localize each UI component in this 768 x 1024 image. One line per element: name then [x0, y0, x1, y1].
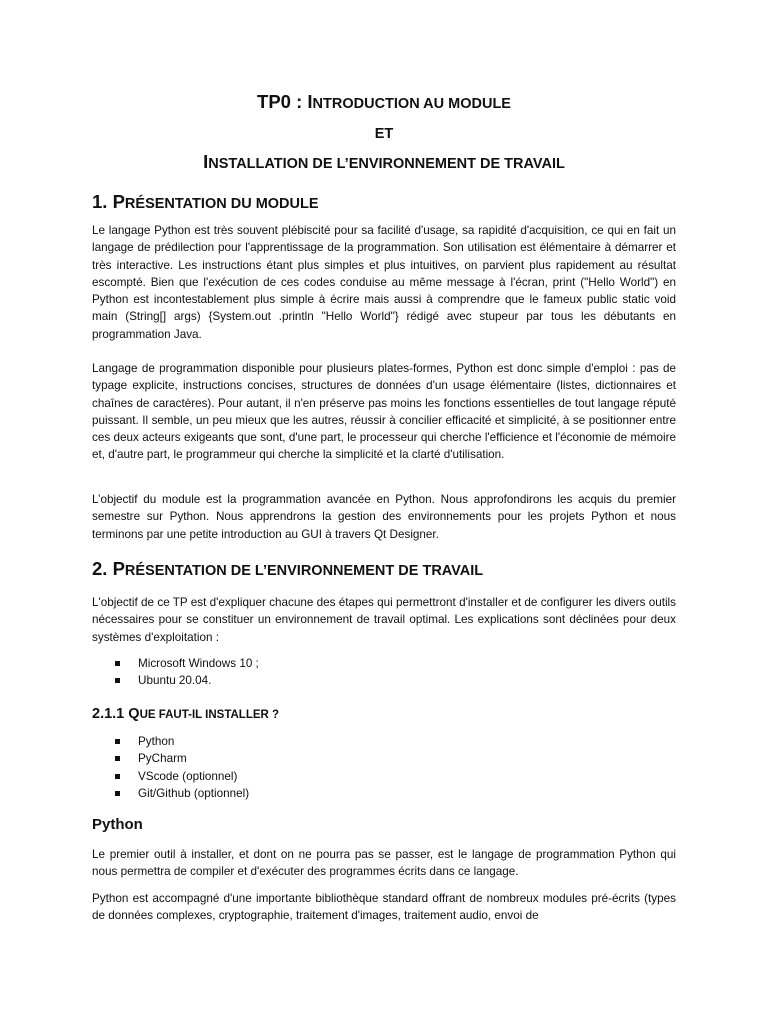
python-heading: Python: [92, 816, 143, 833]
title-line-2: [0, 118, 768, 148]
subsection-heading-rest: UE FAUT-IL INSTALLER ?: [139, 709, 280, 721]
bullet-icon: [115, 661, 120, 666]
install-item-label: Python: [138, 735, 175, 748]
list-item: [92, 733, 249, 750]
list-item: [92, 785, 249, 802]
section-1-paragraph-1: Le langage Python est très souvent plébiscité pour sa facilité d'usage, sa rapidité d'acquisition, ce qui en fait un langage de prédilection pour l'apprentissage de la programmation. Son utilisation est élémentaire à démarrer et très interactive. Les instructions étant plus simples et plus intuitives, on parvient plus rapidement au résultat escompté. Bien que l'exécution de ces codes conduise au même message à l'écran, print ("Hello World") en Python est incontestablement plus simple à écrire mais aussi à comprendre que le fameux public static void main (String[] args) {System.out .println "Hello World"} rédigé avec stupeur par tous les débutants en programmation Java.: [92, 224, 676, 341]
subsection-heading-lead: 2.1.1 Q: [92, 706, 140, 722]
list-item: [92, 768, 249, 785]
subsection-heading: [92, 704, 279, 725]
list-item: [92, 750, 249, 767]
install-item-label: VScode (optionnel): [138, 769, 238, 783]
install-list: [92, 733, 249, 802]
os-list: [92, 655, 259, 690]
section-2-heading-lead: 2. P: [92, 558, 125, 579]
bullet-icon: [115, 791, 120, 796]
section-2-heading: [92, 557, 483, 583]
os-item-label: Microsoft Windows 10 ;: [138, 657, 259, 670]
install-item-label: PyCharm: [138, 752, 187, 766]
title-line-1: [0, 88, 768, 118]
title-line-3: [0, 148, 768, 178]
section-1-heading-lead: 1. P: [92, 191, 125, 212]
title-line-3-rest: NSTALLATION DE L’ENVIRONNEMENT DE TRAVAIL: [208, 156, 565, 172]
install-item-label: Git/Github (optionnel): [138, 786, 250, 800]
bullet-icon: [115, 739, 120, 744]
list-item: [92, 672, 259, 689]
os-item-label: Ubuntu 20.04.: [138, 674, 212, 688]
document-title: [0, 88, 768, 178]
title-line-2-text: ET: [374, 126, 394, 142]
section-1-paragraph-3: L’objectif du module est la programmation avancée en Python. Nous approfondirons les acquis du premier semestre sur Python. Nous apprendrons la gestion des environnements pour les projets Python et nous terminons par une petite introduction au GUI à travers Qt Designer.: [92, 493, 676, 541]
section-1-heading-rest: RÉSENTATION DU MODULE: [124, 196, 319, 212]
section-2-paragraph: L'objectif de ce TP est d'expliquer chacune des étapes qui permettront d'installer et de configurer les divers outils nécessaires pour se constituer un environnement de travail optimal. Les explications sont déclinées pour deux systèmes d'exploitation :: [92, 596, 676, 644]
bullet-icon: [115, 756, 120, 761]
section-1-heading: [92, 190, 319, 216]
title-line-1-rest: NTRODUCTION AU MODULE: [312, 96, 511, 112]
list-item: [92, 655, 259, 672]
section-1-paragraph-2: Langage de programmation disponible pour plusieurs plates-formes, Python est donc simple d'emploi : pas de typage explicite, instructions concises, structures de données d'un usage élémentaire (listes, dictionnaires et chaînes de caractères). Pour autant, il n'en préserve pas moins les fonctions essentielles de tout langage réputé puissant. Il semble, un peu mieux que les autres, réussir à concilier efficacité et simplicité, à se positionner entre ces deux acteurs exigeants que sont, d'une part, le processeur qui cherche l'efficience et l'économie de mémoire et, d'autre part, le programmeur qui cherche la simplicité et la clarté d'utilisation.: [92, 362, 676, 462]
bullet-icon: [115, 678, 120, 683]
title-line-3-lead: I: [203, 151, 209, 172]
title-line-1-lead: TP0 : I: [257, 91, 313, 112]
python-paragraph-2: Python est accompagné d'une importante bibliothèque standard offrant de nombreux modules pré-écrits (types de données complexes, cryptographie, traitement d'images, traitement audio, envoi de: [92, 892, 676, 923]
section-2-heading-rest: RÉSENTATION DE L’ENVIRONNEMENT DE TRAVAIL: [124, 563, 484, 579]
bullet-icon: [115, 774, 120, 779]
python-paragraph-1: Le premier outil à installer, et dont on ne pourra pas se passer, est le langage de programmation Python qui nous permettra de compiler et d'exécuter des programmes écrits dans ce langage.: [92, 848, 676, 879]
